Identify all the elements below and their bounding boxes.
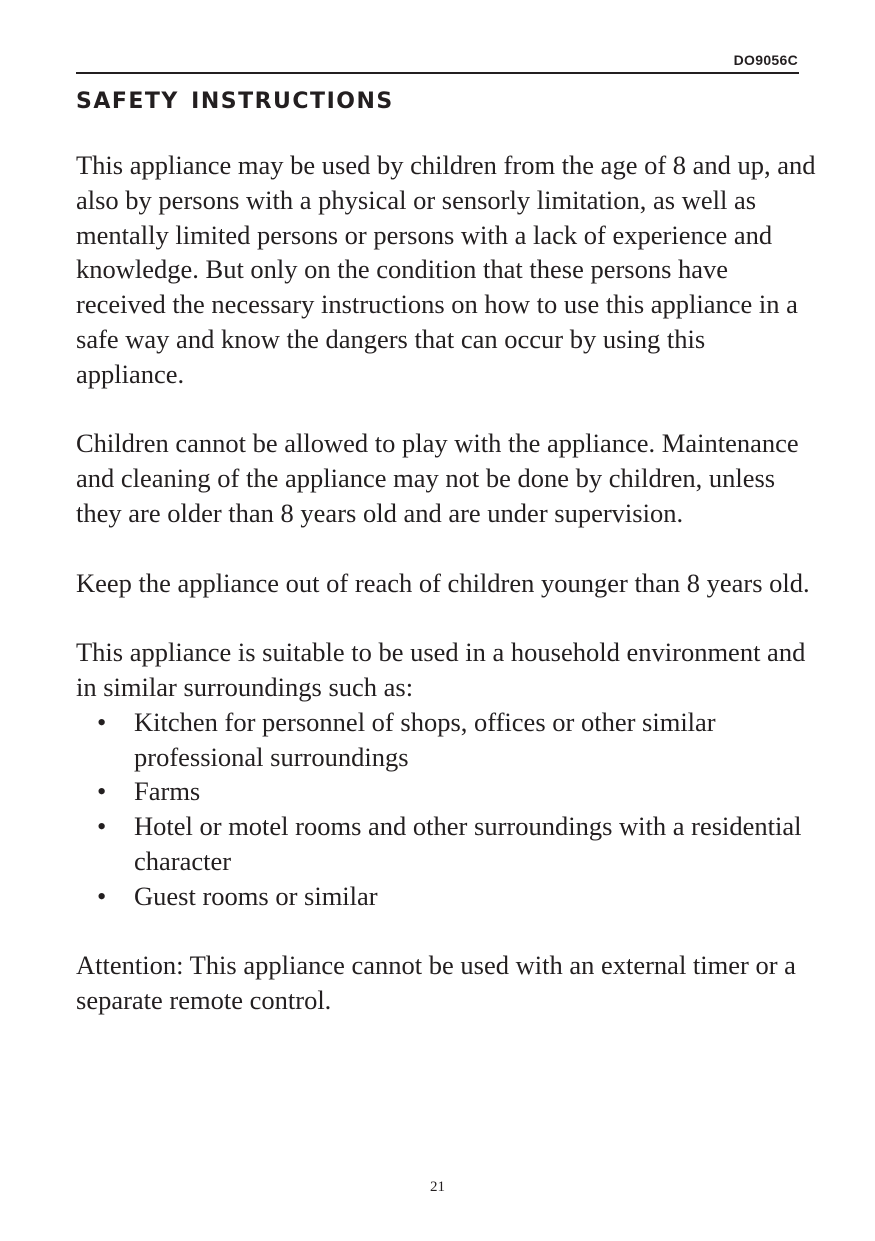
bullet-icon: • — [97, 811, 107, 842]
list-item-text: Kitchen for personnel of shops, offices or other similar professional surroundings — [134, 706, 716, 772]
list-item-text: Guest rooms or similar — [134, 880, 378, 911]
bullet-icon: • — [97, 880, 107, 911]
bullet-icon: • — [97, 776, 107, 807]
paragraph-children-play-maintenance: Children cannot be allowed to play with the appliance. Maintenance and cleaning of the appliance may not be done by children, unless they are older than 8 years old and are under supervision. — [76, 428, 799, 528]
list-item — [76, 879, 816, 914]
list-item-text: Farms — [134, 776, 201, 807]
paragraph-suitable-use: This appliance is suitable to be used in a household environment and in similar surroundings such as: — [76, 637, 806, 702]
list-item — [76, 809, 816, 879]
paragraph-children-age-limits: This appliance may be used by children from the age of 8 and up, and also by persons with a physical or sensorly limitation, as well as mentally limited persons or persons with a lack of experience and knowledge. But only on the condition that these persons have received the necessary instructions on how to use this appliance in a safe way and know the dangers that can occur by using this appliance. — [76, 150, 816, 389]
paragraph-attention: Attention: This appliance cannot be used with an external timer or a separate remote control. — [76, 950, 796, 1016]
page-number: 21 — [430, 1179, 445, 1195]
paragraph-keep-out-of-reach: Keep the appliance out of reach of children younger than 8 years old. — [76, 567, 810, 598]
usage-environment-list — [76, 705, 816, 914]
bullet-icon: • — [97, 706, 107, 737]
list-item — [76, 705, 816, 775]
list-item-text: Hotel or motel rooms and other surroundings with a residential character — [134, 811, 802, 876]
list-item — [76, 774, 816, 809]
body-text — [76, 148, 816, 1053]
model-code: DO9056C — [733, 52, 798, 68]
header-rule — [76, 72, 799, 74]
section-title: safety instructions — [76, 80, 394, 116]
